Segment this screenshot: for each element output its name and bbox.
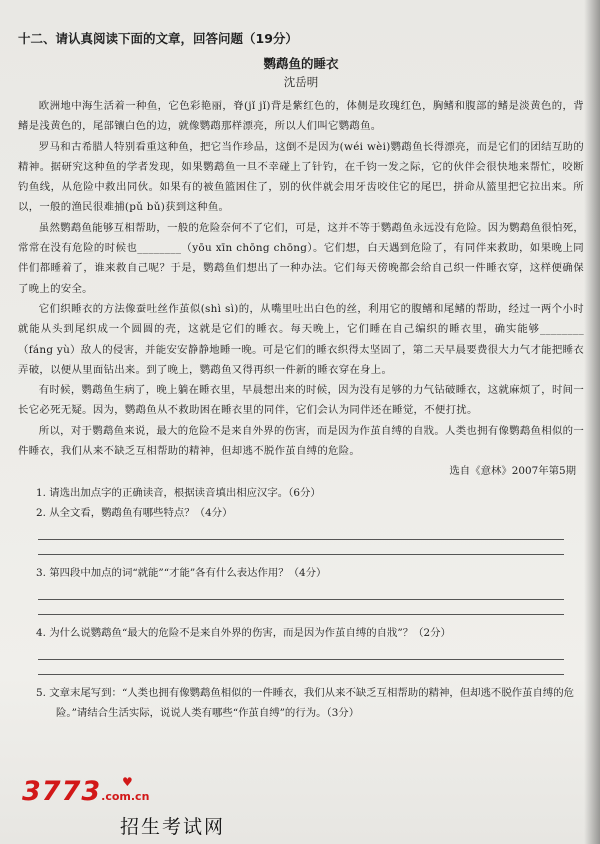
heart-icon: ♥ <box>122 775 133 789</box>
site-watermark <box>22 776 182 807</box>
paragraph-2: 罗马和古希腊人特别看重这种鱼，把它当作珍品，这倒不是因为(wéi wèi)鹦鹉鱼长得漂亮，而是它们的团结互助的精神。据研究这种鱼的学者发现，如果鹦鹉鱼一旦不幸碰上了针钓，在千钧一发之际，它的伙伴会很快地来帮忙，咬断钓鱼线，从危险中救出同伙。如果有的被鱼篮困住了，别的伙伴就会用牙齿咬住它的尾巴，拼命从篮里把它拉出来。所以，一般的渔民很难捕(pǔ bǔ)获到这种鱼。 <box>18 140 584 214</box>
bleed-through-text <box>577 14 580 27</box>
answer-line <box>38 614 564 615</box>
answer-line <box>38 554 564 555</box>
article-author: 沈岳明 <box>283 75 319 89</box>
paragraph-3: 虽然鹦鹉鱼能够互相帮助，一般的危险奈何不了它们，可是，这并不等于鹦鹉鱼永远没有危险。因为鹦鹉鱼很怕死，常常在没有危险的时候也________（yōu xīn chōng chōng）。它们想，白天遇到危险了，有同伴来救助，如果晚上同伴们都睡着了，谁来救自己呢？于是，鹦鹉鱼们想出了一种办法。它们每天傍晚都会给自己织一件睡衣穿，这样便确保了晚上的安全。 <box>18 221 585 295</box>
question-3: 3. 第四段中加点的词“就能”“才能”各有什么表达作用？（4分） <box>36 567 327 580</box>
page-shadow <box>584 0 600 844</box>
answer-line <box>38 674 564 675</box>
paragraph-5: 有时候，鹦鹉鱼生病了，晚上躺在睡衣里，早晨想出来的时候，因为没有足够的力气钻破睡衣，这就麻烦了，时间一长它必死无疑。因为，鹦鹉鱼从不救助困在睡衣里的同伴，它们会认为同伴还在睡觉，不便打扰。 <box>18 384 585 417</box>
watermark-number: 3773 <box>22 776 102 807</box>
answer-line <box>38 539 564 540</box>
question-5: 5. 文章末尾写到：“人类也拥有像鹦鹉鱼相似的一件睡衣，我们从来不缺乏互相帮助的精神，但却逃不脱作茧自缚的危险。”请结合生活实际，说说人类有哪些“作茧自缚”的行为。（3分） <box>36 687 575 720</box>
paragraph-6: 所以，对于鹦鹉鱼来说，最大的危险不是来自外界的伤害，而是因为作茧自缚的自戕。人类也拥有像鹦鹉鱼相似的一件睡衣，我们从来不缺乏互相帮助的精神，但却逃不脱作茧自缚的危险。 <box>18 424 585 458</box>
question-2: 2. 从全文看，鹦鹉鱼有哪些特点？（4分） <box>36 507 233 520</box>
paragraph-1: 欧洲地中海生活着一种鱼，它色彩艳丽，脊(jǐ jǐ)背是紫红色的，体侧是玫瑰红色，胸鳍和腹部的鳍是淡黄色的，背鳍是浅黄色的，尾部镶白色的边，就像鹦鹉那样漂亮，所以人们叫它鹦鹉鱼。 <box>18 100 584 133</box>
watermark-domain: .com.cn <box>101 790 150 803</box>
watermark-subtitle: 招生考试网 <box>120 816 226 838</box>
question-list <box>18 483 584 723</box>
question-4: 4. 为什么说鹦鹉鱼“最大的危险不是来自外界的伤害，而是因为作茧自缚的自戕”？（2分） <box>36 627 451 640</box>
question-1: 1. 请选出加点字的正确读音，根据读音填出相应汉字。（6分） <box>36 487 321 500</box>
answer-line <box>38 599 564 600</box>
answer-line <box>38 659 564 660</box>
section-heading: 十二、请认真阅读下面的文章，回答问题（19分） <box>18 31 298 46</box>
paragraph-4: 它们织睡衣的方法像蚕吐丝作茧似(shì sì)的，从嘴里吐出白色的丝，利用它的腹鳍和尾鳍的帮助，经过一两个小时就能从头到尾织成一个圆圆的壳，这就是它们的睡衣。每天晚上，它们睡在自己编织的睡衣里，确实能够________（fáng yù）敌人的侵害，并能安安静静地睡一晚。可是它们的睡衣织得太坚固了，第二天早晨要费很大力气才能把睡衣弄破，以便从里面钻出来。到了晚上，鹦鹉鱼又得再织一件新的睡衣穿在身上。 <box>18 302 584 376</box>
article-title: 鹦鹉鱼的睡衣 <box>263 56 339 71</box>
source-citation: 选自《意林》2007年第5期 <box>449 465 576 478</box>
document-body <box>18 30 584 723</box>
